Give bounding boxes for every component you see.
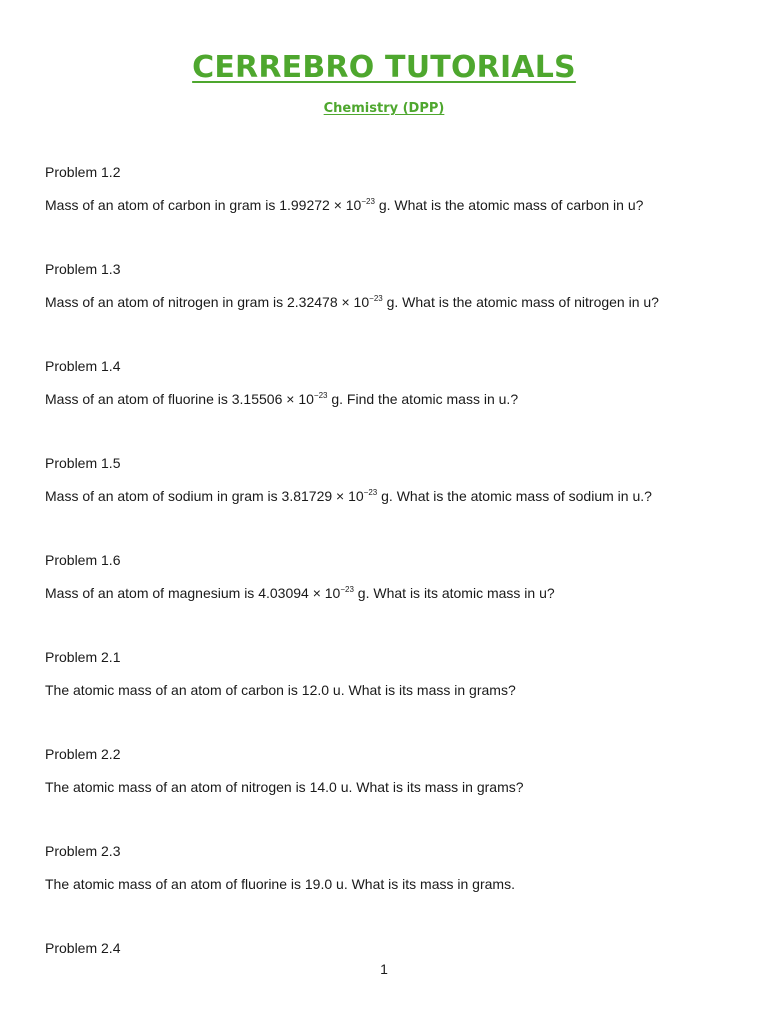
problem-label: Problem 2.4 <box>45 940 121 956</box>
problem-item <box>45 453 735 550</box>
page-number: 1 <box>380 961 388 977</box>
problem-label: Problem 1.4 <box>45 358 121 374</box>
problem-text: The atomic mass of an atom of fluorine is 19.0 u. What is its mass in grams. <box>45 876 515 892</box>
document-title: CERREBRO TUTORIALS <box>192 50 576 85</box>
problem-text: Mass of an atom of carbon in gram is $1.99272 \times 10^{-23}$ g. What is the atomic mass of carbon in u? <box>45 197 644 213</box>
problem-text: The atomic mass of an atom of carbon is 12.0 u. What is its mass in grams? <box>45 682 516 698</box>
problem-label: Problem 2.2 <box>45 746 121 762</box>
problem-label: Problem 1.6 <box>45 552 121 568</box>
exponent: −23 <box>363 488 378 497</box>
problem-text: Mass of an atom of sodium in gram is $3.81729 \times 10^{-23}$ g. What is the atomic mass of sodium in u.? <box>45 488 652 504</box>
exponent: −23 <box>340 585 354 594</box>
problem-label: Problem 1.3 <box>45 261 121 277</box>
problem-item <box>45 162 735 259</box>
problem-label: Problem 2.1 <box>45 649 121 665</box>
problem-list <box>45 162 735 1035</box>
problem-label: Problem 2.3 <box>45 843 121 859</box>
problem-item <box>45 356 735 453</box>
problem-text: Mass of an atom of fluorine is $3.15506 \times 10^{-23}$ g. Find the atomic mass in u.? <box>45 391 519 407</box>
problem-label: Problem 1.2 <box>45 164 121 180</box>
document-subtitle: Chemistry (DPP) <box>323 101 445 116</box>
problem-item <box>45 550 735 647</box>
problem-text: The atomic mass of an atom of nitrogen is 14.0 u. What is its mass in grams? <box>45 779 524 795</box>
problem-item <box>45 841 735 938</box>
problem-item <box>45 647 735 744</box>
problem-item <box>45 259 735 356</box>
problem-text: Mass of an atom of magnesium is $4.03094 \times 10^{-23}$ g. What is its atomic mass in u? <box>45 585 555 601</box>
problem-item <box>45 938 735 1035</box>
problem-item <box>45 744 735 841</box>
problem-text: Mass of an atom of nitrogen in gram is $2.32478 \times 10^{-23}$ g. What is the atomic mass of nitrogen in u? <box>45 294 659 310</box>
exponent: −23 <box>313 391 328 400</box>
exponent: −23 <box>369 294 383 303</box>
problem-label: Problem 1.5 <box>45 455 121 471</box>
exponent: −23 <box>361 197 375 206</box>
